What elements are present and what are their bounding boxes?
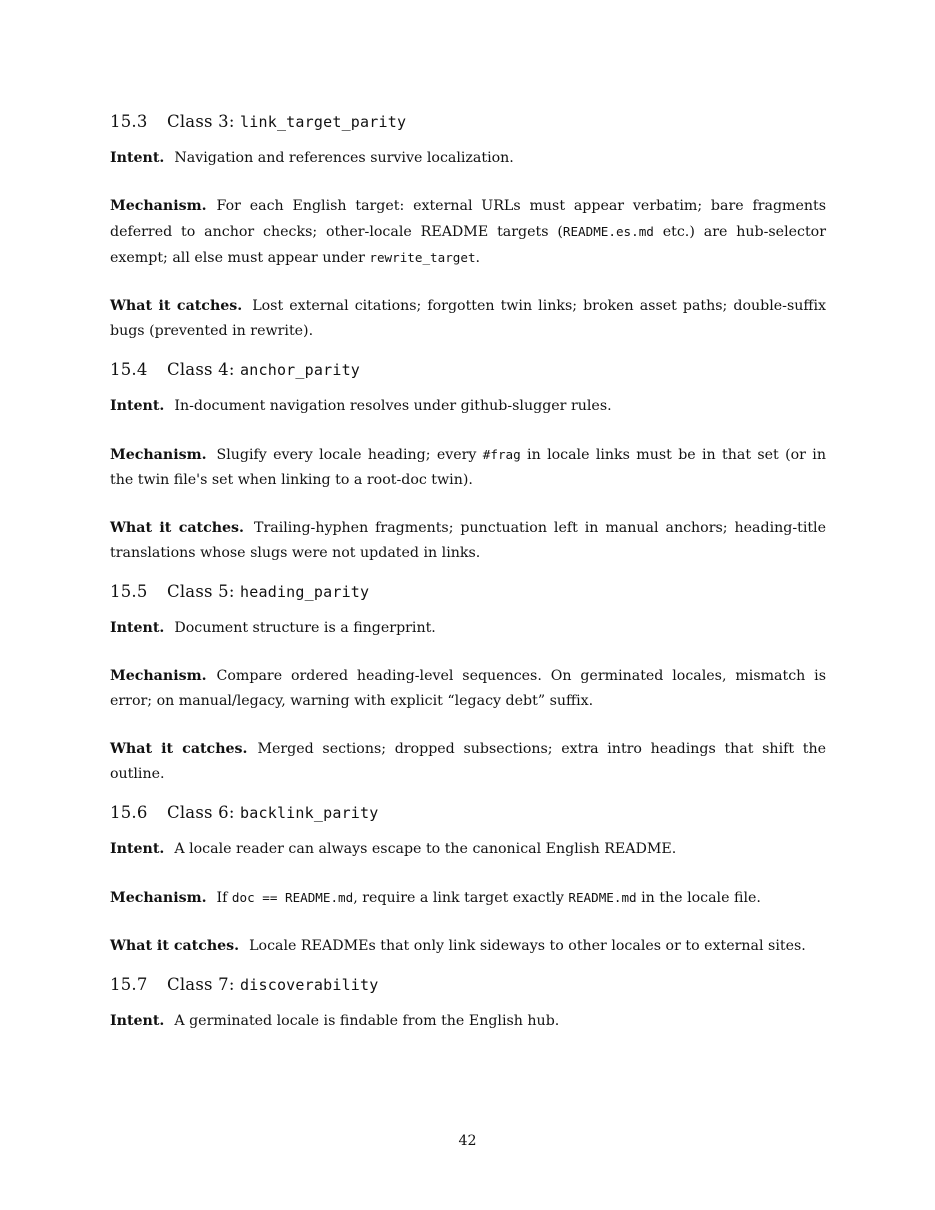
section-heading-15-6 <box>110 799 826 827</box>
catches-paragraph <box>110 737 826 787</box>
section-title-code: discoverability <box>240 976 379 994</box>
mechanism-paragraph <box>110 885 826 911</box>
mechanism-text: in the locale file. <box>636 890 761 906</box>
mechanism-label: Mechanism. <box>110 668 207 684</box>
intent-label: Intent. <box>110 398 165 414</box>
mechanism-paragraph <box>110 442 826 493</box>
mechanism-text: Compare ordered heading-level sequences. On germinated locales, mismatch is error; on manual/legacy, warning with explicit “legacy debt” suffix. <box>110 668 826 709</box>
intent-label: Intent. <box>110 150 165 166</box>
section-title-prefix: Class 3: <box>167 112 241 131</box>
section-heading-15-5 <box>110 578 826 606</box>
section-number: 15.5 <box>110 582 148 601</box>
catches-text: Trailing-hyphen fragments; punctuation left in manual anchors; heading-title translations whose slugs were not updated in links. <box>110 520 826 561</box>
mechanism-label: Mechanism. <box>110 447 207 463</box>
catches-paragraph <box>110 934 826 959</box>
intent-label: Intent. <box>110 620 165 636</box>
catches-label: What it catches. <box>110 520 244 536</box>
intent-label: Intent. <box>110 841 165 857</box>
mechanism-code: README.es.md <box>562 224 654 239</box>
mechanism-text: For each English target: external URLs must appear verbatim; bare fragments deferred to anchor checks; other-locale README targets ( <box>110 198 826 240</box>
intent-text: In-document navigation resolves under github-slugger rules. <box>174 398 612 414</box>
section-title-code: anchor_parity <box>240 361 361 379</box>
mechanism-label: Mechanism. <box>110 890 207 906</box>
intent-paragraph <box>110 394 826 419</box>
section-number: 15.7 <box>110 975 148 994</box>
catches-text: Lost external citations; forgotten twin links; broken asset paths; double-suffix bugs (prevented in rewrite). <box>110 298 826 339</box>
section-number: 15.6 <box>110 803 148 822</box>
section-number: 15.4 <box>110 360 148 379</box>
mechanism-text: Slugify every locale heading; every <box>216 447 483 463</box>
mechanism-code: rewrite_target <box>369 250 476 265</box>
section-title-prefix: Class 7: <box>167 975 241 994</box>
mechanism-text: . <box>475 250 481 266</box>
catches-text: Merged sections; dropped subsections; extra intro headings that shift the outline. <box>110 741 826 782</box>
catches-paragraph <box>110 294 826 344</box>
intent-paragraph <box>110 616 826 641</box>
mechanism-code: doc == README.md <box>231 890 354 905</box>
section-heading-15-4 <box>110 356 826 384</box>
mechanism-code: #frag <box>482 447 521 462</box>
mechanism-code: README.md <box>568 890 637 905</box>
section-heading-15-3 <box>110 108 826 136</box>
mechanism-label: Mechanism. <box>110 198 207 214</box>
mechanism-text: in locale links must be in that set (or in the twin file's set when linking to a root-doc twin). <box>110 447 826 488</box>
intent-text: Document structure is a fingerprint. <box>174 620 436 636</box>
mechanism-text: , require a link target exactly <box>353 890 569 906</box>
intent-text: A locale reader can always escape to the canonical English README. <box>174 841 677 857</box>
intent-paragraph <box>110 146 826 171</box>
mechanism-paragraph <box>110 664 826 714</box>
intent-text: Navigation and references survive localization. <box>174 150 514 166</box>
intent-paragraph <box>110 1009 826 1034</box>
page-body <box>110 108 826 1034</box>
section-heading-15-7 <box>110 971 826 999</box>
section-title-prefix: Class 4: <box>167 360 241 379</box>
section-title-prefix: Class 5: <box>167 582 241 601</box>
catches-label: What it catches. <box>110 298 243 314</box>
section-title-code: backlink_parity <box>240 804 379 822</box>
section-title-code: heading_parity <box>240 583 370 601</box>
catches-label: What it catches. <box>110 938 240 954</box>
mechanism-paragraph <box>110 194 826 271</box>
catches-text: Locale READMEs that only link sideways to other locales or to external sites. <box>249 938 806 954</box>
catches-label: What it catches. <box>110 741 248 757</box>
intent-label: Intent. <box>110 1013 165 1029</box>
page-number: 42 <box>458 1133 477 1149</box>
mechanism-text: etc.) are hub-selector exempt; all else must appear under <box>110 224 826 266</box>
intent-paragraph <box>110 837 826 862</box>
section-number: 15.3 <box>110 112 148 131</box>
catches-paragraph <box>110 516 826 566</box>
mechanism-text: If <box>216 890 232 906</box>
section-title-code: link_target_parity <box>240 113 407 131</box>
section-title-prefix: Class 6: <box>167 803 241 822</box>
intent-text: A germinated locale is findable from the English hub. <box>174 1013 560 1029</box>
